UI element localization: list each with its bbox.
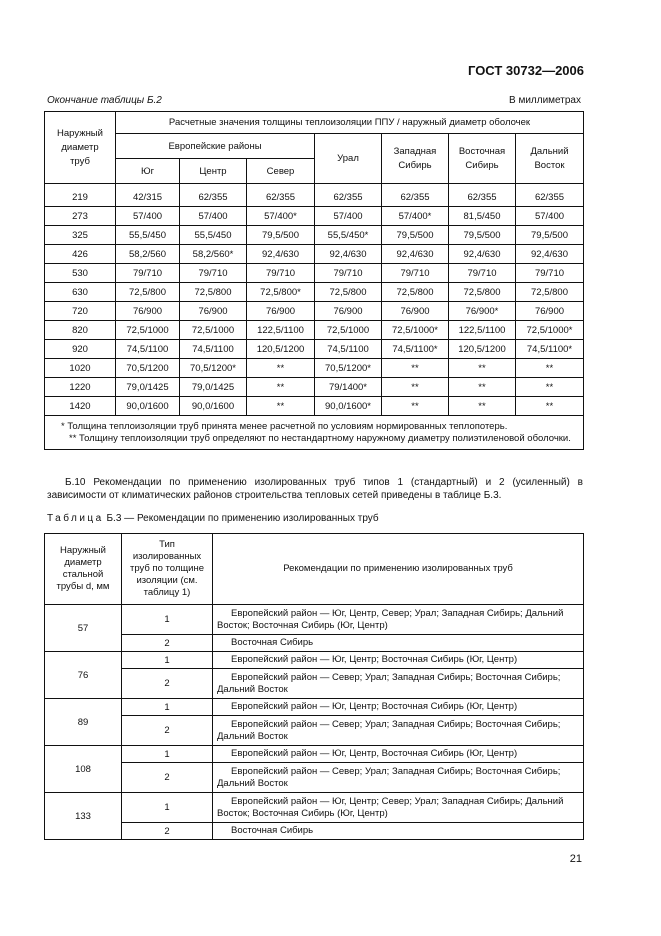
cell-diameter: 530 — [45, 264, 116, 283]
header-pipe-diameter: Наружный диаметр стальной трубы d, мм — [45, 534, 122, 605]
cell-value: 76/900 — [516, 302, 584, 321]
cell-value: 120,5/1200 — [449, 340, 516, 359]
table-row — [45, 245, 584, 264]
cell-value: 62/355 — [382, 184, 449, 207]
header-european: Европейские районы — [116, 134, 315, 159]
cell-value: 79,5/500 — [449, 226, 516, 245]
cell-value: ** — [516, 378, 584, 397]
table-row — [45, 635, 584, 652]
table-row — [45, 605, 584, 635]
cell-value: ** — [516, 359, 584, 378]
cell-value: ** — [449, 397, 516, 416]
header-north: Север — [247, 159, 315, 184]
cell-value: ** — [247, 359, 315, 378]
cell-value: 70,5/1200 — [116, 359, 180, 378]
cell-pipe-type: 2 — [122, 635, 213, 652]
cell-pipe-type: 1 — [122, 793, 213, 823]
header-center: Центр — [180, 159, 247, 184]
table-row — [45, 321, 584, 340]
cell-value: ** — [247, 378, 315, 397]
table-row — [45, 669, 584, 699]
header-ural: Урал — [315, 134, 382, 184]
cell-diameter: 920 — [45, 340, 116, 359]
cell-recommendation — [213, 716, 584, 746]
cell-value: 79,0/1425 — [116, 378, 180, 397]
cell-recommendation — [213, 669, 584, 699]
cell-value: 70,5/1200* — [180, 359, 247, 378]
cell-value: 57/400 — [180, 207, 247, 226]
table-b3 — [44, 533, 584, 840]
recommendation-text: Восточная Сибирь — [231, 637, 314, 648]
cell-value: ** — [449, 378, 516, 397]
recommendation-text: Европейский район — Юг, Центр; Север; Урал; Западная Сибирь; Дальний Восток; Восточная Сибирь (Юг, Центр) — [217, 795, 564, 819]
cell-recommendation — [213, 605, 584, 635]
page-number: 21 — [569, 853, 582, 865]
cell-value: 62/355 — [516, 184, 584, 207]
cell-value: ** — [516, 397, 584, 416]
cell-value: 122,5/1100 — [449, 321, 516, 340]
recommendation-text: Европейский район — Юг, Центр, Север; Урал; Западная Сибирь; Дальний Восток; Восточная Сибирь (Юг, Центр) — [217, 607, 564, 631]
cell-pipe-diameter: 108 — [45, 746, 122, 793]
cell-diameter: 1420 — [45, 397, 116, 416]
cell-value: 79/710 — [247, 264, 315, 283]
cell-value: 72,5/800 — [180, 283, 247, 302]
cell-value: 90,0/1600* — [315, 397, 382, 416]
cell-pipe-type: 1 — [122, 699, 213, 716]
cell-value: 79/710 — [382, 264, 449, 283]
table-row — [45, 226, 584, 245]
header-group: Расчетные значения толщины теплоизоляции ППУ / наружный диаметр оболочек — [116, 112, 584, 134]
cell-value: 79,5/500 — [516, 226, 584, 245]
header-far-east: Дальний Восток — [516, 134, 584, 184]
cell-value: 74,5/1100* — [382, 340, 449, 359]
header-west-siberia: Западная Сибирь — [382, 134, 449, 184]
cell-value: 42/315 — [116, 184, 180, 207]
header-diameter: Наружный диаметр труб — [45, 112, 116, 184]
cell-value: 57/400 — [116, 207, 180, 226]
header-recommendations: Рекомендации по применению изолированных труб — [213, 534, 584, 605]
cell-value: 55,5/450* — [315, 226, 382, 245]
cell-value: 72,5/800 — [315, 283, 382, 302]
cell-value: 58,2/560* — [180, 245, 247, 264]
cell-value: 74,5/1100 — [180, 340, 247, 359]
cell-value: 90,0/1600 — [116, 397, 180, 416]
table-row — [45, 823, 584, 840]
cell-diameter: 273 — [45, 207, 116, 226]
cell-recommendation — [213, 793, 584, 823]
table-row — [45, 378, 584, 397]
cell-value: 57/400* — [382, 207, 449, 226]
cell-value: 120,5/1200 — [247, 340, 315, 359]
cell-value: 76/900 — [116, 302, 180, 321]
cell-value: 92,4/630 — [449, 245, 516, 264]
table-row — [45, 699, 584, 716]
cell-value: 58,2/560 — [116, 245, 180, 264]
table-row — [45, 746, 584, 763]
cell-value: 72,5/1000 — [180, 321, 247, 340]
cell-value: 92,4/630 — [247, 245, 315, 264]
cell-diameter: 630 — [45, 283, 116, 302]
cell-recommendation — [213, 652, 584, 669]
cell-value: 76/900* — [449, 302, 516, 321]
recommendation-text: Европейский район — Север; Урал; Западная Сибирь; Восточная Сибирь; Дальний Восток — [217, 765, 561, 789]
cell-value: 76/900 — [247, 302, 315, 321]
cell-value: 72,5/1000* — [382, 321, 449, 340]
cell-recommendation — [213, 699, 584, 716]
cell-diameter: 426 — [45, 245, 116, 264]
table-row — [45, 716, 584, 746]
cell-value: 79,5/500 — [247, 226, 315, 245]
recommendation-text: Восточная Сибирь — [231, 825, 314, 836]
units-label: В миллиметрах — [509, 95, 581, 106]
cell-value: 92,4/630 — [516, 245, 584, 264]
cell-value: 72,5/1000* — [516, 321, 584, 340]
cell-value: 79/710 — [180, 264, 247, 283]
recommendation-text: Европейский район — Север; Урал; Западная Сибирь; Восточная Сибирь; Дальний Восток — [217, 671, 561, 695]
table-b2 — [44, 111, 584, 450]
cell-diameter: 325 — [45, 226, 116, 245]
recommendation-text: Европейский район — Юг, Центр, Восточная Сибирь (Юг, Центр) — [231, 748, 518, 759]
cell-value: 79/710 — [449, 264, 516, 283]
cell-value: 81,5/450 — [449, 207, 516, 226]
cell-value: 62/355 — [315, 184, 382, 207]
cell-diameter: 1220 — [45, 378, 116, 397]
cell-value: 57/400 — [516, 207, 584, 226]
cell-pipe-type: 1 — [122, 652, 213, 669]
table-b3-caption — [47, 513, 379, 524]
cell-value: 76/900 — [180, 302, 247, 321]
cell-value: 79/1400* — [315, 378, 382, 397]
table-row — [45, 397, 584, 416]
cell-value: 55,5/450 — [180, 226, 247, 245]
cell-value: 122,5/1100 — [247, 321, 315, 340]
cell-pipe-diameter: 133 — [45, 793, 122, 840]
cell-value: ** — [449, 359, 516, 378]
table-row — [45, 652, 584, 669]
table-notes — [45, 416, 584, 450]
cell-value: 79/710 — [516, 264, 584, 283]
cell-diameter: 1020 — [45, 359, 116, 378]
paragraph-b10: Б.10 Рекомендации по применению изолированных труб типов 1 (стандартный) и 2 (усиленный) в зависимости от климатических районов строительства тепловых сетей приведены в таблице Б.3. — [47, 477, 583, 501]
cell-pipe-diameter: 89 — [45, 699, 122, 746]
cell-value: ** — [247, 397, 315, 416]
table-row — [45, 264, 584, 283]
table-row — [45, 302, 584, 321]
cell-value: 72,5/800 — [516, 283, 584, 302]
cell-recommendation — [213, 635, 584, 652]
cell-value: 79/710 — [315, 264, 382, 283]
cell-value: 90,0/1600 — [180, 397, 247, 416]
header-pipe-type: Тип изолированных труб по толщине изоляции (см. таблицу 1) — [122, 534, 213, 605]
table-notes-row — [45, 416, 584, 450]
cell-pipe-diameter: 57 — [45, 605, 122, 652]
cell-value: ** — [382, 397, 449, 416]
cell-value: 72,5/1000 — [116, 321, 180, 340]
cell-value: 74,5/1100* — [516, 340, 584, 359]
cell-value: 72,5/800* — [247, 283, 315, 302]
cell-pipe-type: 1 — [122, 605, 213, 635]
recommendation-text: Европейский район — Юг, Центр; Восточная Сибирь (Юг, Центр) — [231, 654, 518, 665]
table-b3-caption-rest: Б.3 — Рекомендации по применению изолированных труб — [103, 513, 379, 524]
cell-value: 72,5/800 — [382, 283, 449, 302]
cell-pipe-type: 2 — [122, 823, 213, 840]
cell-pipe-type: 1 — [122, 746, 213, 763]
cell-value: ** — [382, 378, 449, 397]
cell-value: 72,5/800 — [449, 283, 516, 302]
recommendation-text: Европейский район — Север; Урал; Западная Сибирь; Восточная Сибирь; Дальний Восток — [217, 718, 561, 742]
cell-value: 62/355 — [247, 184, 315, 207]
table-row — [45, 340, 584, 359]
cell-diameter: 720 — [45, 302, 116, 321]
cell-value: 76/900 — [315, 302, 382, 321]
cell-value: 57/400 — [315, 207, 382, 226]
table-row — [45, 763, 584, 793]
cell-value: 79,5/500 — [382, 226, 449, 245]
note-2: ** Толщину теплоизоляции труб определяют по нестандартному наружному диаметру полиэтиленовой оболочки. — [69, 433, 571, 444]
cell-value: 70,5/1200* — [315, 359, 382, 378]
table-b3-caption-word: Таблица — [47, 513, 104, 524]
table-b2-caption: Окончание таблицы Б.2 — [47, 95, 162, 106]
cell-value: 92,4/630 — [315, 245, 382, 264]
standard-number: ГОСТ 30732—2006 — [468, 63, 584, 78]
table-row — [45, 793, 584, 823]
table-row — [45, 207, 584, 226]
cell-value: 62/355 — [449, 184, 516, 207]
cell-value: 74,5/1100 — [315, 340, 382, 359]
cell-value: 72,5/1000 — [315, 321, 382, 340]
cell-value: ** — [382, 359, 449, 378]
cell-recommendation — [213, 763, 584, 793]
cell-value: 79,0/1425 — [180, 378, 247, 397]
cell-value: 79/710 — [116, 264, 180, 283]
table-row — [45, 359, 584, 378]
header-south: Юг — [116, 159, 180, 184]
cell-value: 55,5/450 — [116, 226, 180, 245]
cell-value: 72,5/800 — [116, 283, 180, 302]
cell-value: 74,5/1100 — [116, 340, 180, 359]
cell-value: 57/400* — [247, 207, 315, 226]
cell-diameter: 219 — [45, 184, 116, 207]
cell-pipe-type: 2 — [122, 763, 213, 793]
cell-recommendation — [213, 823, 584, 840]
cell-recommendation — [213, 746, 584, 763]
cell-value: 92,4/630 — [382, 245, 449, 264]
header-east-siberia: Восточная Сибирь — [449, 134, 516, 184]
cell-pipe-type: 2 — [122, 716, 213, 746]
cell-value: 76/900 — [382, 302, 449, 321]
table-row — [45, 184, 584, 207]
cell-diameter: 820 — [45, 321, 116, 340]
cell-pipe-type: 2 — [122, 669, 213, 699]
cell-value: 62/355 — [180, 184, 247, 207]
recommendation-text: Европейский район — Юг, Центр; Восточная Сибирь (Юг, Центр) — [231, 701, 518, 712]
table-row — [45, 283, 584, 302]
cell-pipe-diameter: 76 — [45, 652, 122, 699]
note-1: * Толщина теплоизоляции труб принята менее расчетной по условиям нормированных теплопотерь. — [61, 421, 508, 432]
